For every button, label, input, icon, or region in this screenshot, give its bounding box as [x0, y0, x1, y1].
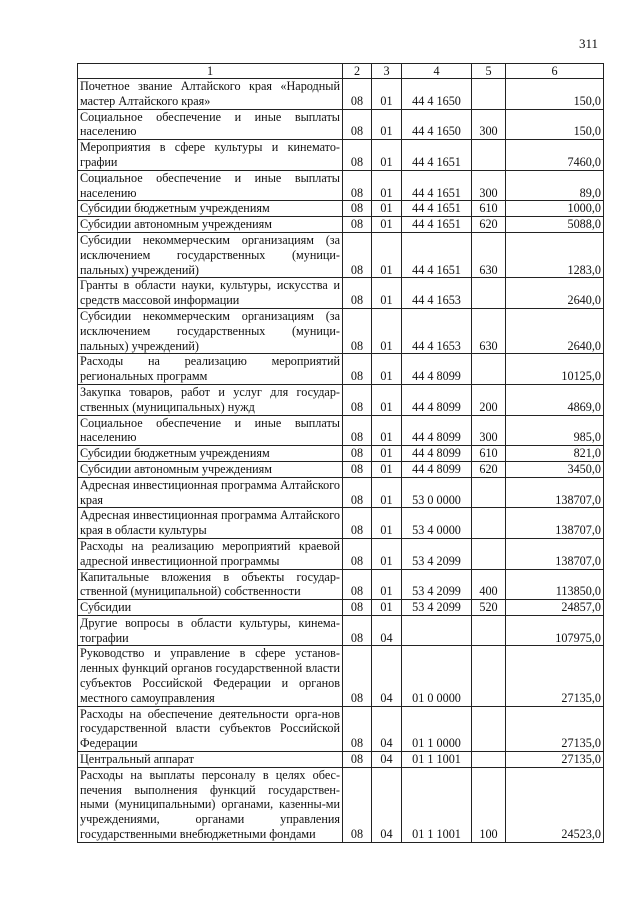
- section-code: 08: [343, 508, 372, 539]
- expense-type-code: 620: [472, 217, 506, 233]
- subsection-code: 01: [372, 461, 402, 477]
- target-article-code: 44 4 1651: [402, 201, 472, 217]
- header-col-6: 6: [506, 64, 604, 79]
- section-code: 08: [343, 646, 372, 706]
- subsection-code: 01: [372, 308, 402, 353]
- expense-type-code: 610: [472, 201, 506, 217]
- table-row: [78, 109, 604, 140]
- amount: 113850,0: [506, 569, 604, 600]
- target-article-code: 44 4 8099: [402, 461, 472, 477]
- expense-type-code: [472, 538, 506, 569]
- table-row: [78, 217, 604, 233]
- table-row: [78, 140, 604, 171]
- subsection-code: 01: [372, 538, 402, 569]
- section-code: 08: [343, 752, 372, 768]
- expense-type-code: [472, 706, 506, 751]
- expense-type-code: [472, 477, 506, 508]
- amount: 1283,0: [506, 232, 604, 277]
- expense-type-code: [472, 615, 506, 646]
- table-row: [78, 79, 604, 110]
- amount: 3450,0: [506, 461, 604, 477]
- item-name: Руководство и управление в сфере установ-ленных функций органов государственной власти субъектов Российской Федерации и органов местного самоуправления: [78, 646, 343, 706]
- item-name: Субсидии автономным учреждениям: [78, 217, 343, 233]
- section-code: 08: [343, 538, 372, 569]
- section-code: 08: [343, 201, 372, 217]
- target-article-code: 01 1 0000: [402, 706, 472, 751]
- section-code: 08: [343, 140, 372, 171]
- table-row: [78, 308, 604, 353]
- target-article-code: 53 4 2099: [402, 569, 472, 600]
- subsection-code: 01: [372, 201, 402, 217]
- expense-type-code: 620: [472, 461, 506, 477]
- target-article-code: 01 1 1001: [402, 752, 472, 768]
- amount: 150,0: [506, 109, 604, 140]
- target-article-code: 53 4 2099: [402, 600, 472, 616]
- expense-type-code: 100: [472, 767, 506, 842]
- expense-type-code: [472, 79, 506, 110]
- expense-type-code: 300: [472, 170, 506, 201]
- item-name: Социальное обеспечение и иные выплаты населению: [78, 415, 343, 446]
- amount: 821,0: [506, 446, 604, 462]
- table-row: [78, 446, 604, 462]
- section-code: 08: [343, 446, 372, 462]
- subsection-code: 04: [372, 767, 402, 842]
- target-article-code: 44 4 1651: [402, 232, 472, 277]
- item-name: Гранты в области науки, культуры, искусства и средств массовой информации: [78, 278, 343, 309]
- target-article-code: 53 4 0000: [402, 508, 472, 539]
- table-row: [78, 569, 604, 600]
- item-name: Субсидии бюджетным учреждениям: [78, 446, 343, 462]
- item-name: Расходы на выплаты персоналу в целях обес-печения выполнения функций государствен-ными (муниципальными) органами, казенны-ми учреждениями, органами управления государственными внебюджетными фондами: [78, 767, 343, 842]
- expense-type-code: [472, 646, 506, 706]
- table-row: [78, 767, 604, 842]
- table-row: [78, 646, 604, 706]
- subsection-code: 01: [372, 140, 402, 171]
- target-article-code: 44 4 1653: [402, 308, 472, 353]
- amount: 89,0: [506, 170, 604, 201]
- item-name: Субсидии некоммерческим организациям (за исключением государственных (муници-пальных) учреждений): [78, 308, 343, 353]
- amount: 24523,0: [506, 767, 604, 842]
- amount: 4869,0: [506, 384, 604, 415]
- table-row: [78, 415, 604, 446]
- section-code: 08: [343, 79, 372, 110]
- table-row: [78, 477, 604, 508]
- amount: 5088,0: [506, 217, 604, 233]
- table-row: [78, 278, 604, 309]
- amount: 150,0: [506, 79, 604, 110]
- target-article-code: 44 4 1651: [402, 140, 472, 171]
- amount: 985,0: [506, 415, 604, 446]
- expense-type-code: [472, 752, 506, 768]
- item-name: Субсидии бюджетным учреждениям: [78, 201, 343, 217]
- expense-type-code: 300: [472, 109, 506, 140]
- subsection-code: 04: [372, 615, 402, 646]
- table-row: [78, 615, 604, 646]
- table-row: [78, 706, 604, 751]
- amount: 24857,0: [506, 600, 604, 616]
- table-row: [78, 201, 604, 217]
- header-col-3: 3: [372, 64, 402, 79]
- amount: 10125,0: [506, 354, 604, 385]
- target-article-code: 44 4 8099: [402, 446, 472, 462]
- section-code: 08: [343, 278, 372, 309]
- table-row: [78, 354, 604, 385]
- target-article-code: 44 4 8099: [402, 384, 472, 415]
- target-article-code: 44 4 1650: [402, 109, 472, 140]
- item-name: Расходы на обеспечение деятельности орга-нов государственной власти субъектов Российской Федерации: [78, 706, 343, 751]
- amount: 138707,0: [506, 508, 604, 539]
- table-row: [78, 600, 604, 616]
- subsection-code: 01: [372, 278, 402, 309]
- item-name: Центральный аппарат: [78, 752, 343, 768]
- subsection-code: 01: [372, 232, 402, 277]
- amount: 107975,0: [506, 615, 604, 646]
- amount: 138707,0: [506, 538, 604, 569]
- expense-type-code: [472, 140, 506, 171]
- section-code: 08: [343, 170, 372, 201]
- header-col-5: 5: [472, 64, 506, 79]
- section-code: 08: [343, 232, 372, 277]
- expense-type-code: 200: [472, 384, 506, 415]
- section-code: 08: [343, 615, 372, 646]
- expense-type-code: 610: [472, 446, 506, 462]
- subsection-code: 01: [372, 79, 402, 110]
- table-row: [78, 384, 604, 415]
- subsection-code: 04: [372, 706, 402, 751]
- section-code: 08: [343, 461, 372, 477]
- target-article-code: 44 4 1653: [402, 278, 472, 309]
- item-name: Адресная инвестиционная программа Алтайского края в области культуры: [78, 508, 343, 539]
- target-article-code: 01 1 1001: [402, 767, 472, 842]
- amount: 2640,0: [506, 308, 604, 353]
- subsection-code: 01: [372, 446, 402, 462]
- target-article-code: 53 0 0000: [402, 477, 472, 508]
- amount: 138707,0: [506, 477, 604, 508]
- amount: 1000,0: [506, 201, 604, 217]
- item-name: Расходы на реализацию мероприятий краевой адресной инвестиционной программы: [78, 538, 343, 569]
- header-row: [78, 64, 604, 79]
- amount: 7460,0: [506, 140, 604, 171]
- subsection-code: 01: [372, 600, 402, 616]
- section-code: 08: [343, 569, 372, 600]
- item-name: Субсидии: [78, 600, 343, 616]
- table-row: [78, 170, 604, 201]
- subsection-code: 04: [372, 752, 402, 768]
- amount: 27135,0: [506, 646, 604, 706]
- subsection-code: 01: [372, 354, 402, 385]
- item-name: Мероприятия в сфере культуры и кинемато-графии: [78, 140, 343, 171]
- section-code: 08: [343, 109, 372, 140]
- expense-type-code: 630: [472, 232, 506, 277]
- page-number: 311: [578, 36, 598, 51]
- expense-type-code: 630: [472, 308, 506, 353]
- budget-table: [77, 63, 604, 843]
- subsection-code: 01: [372, 170, 402, 201]
- subsection-code: 01: [372, 508, 402, 539]
- section-code: 08: [343, 415, 372, 446]
- item-name: Закупка товаров, работ и услуг для государ-ственных (муниципальных) нужд: [78, 384, 343, 415]
- section-code: 08: [343, 477, 372, 508]
- subsection-code: 01: [372, 569, 402, 600]
- expense-type-code: [472, 354, 506, 385]
- subsection-code: 01: [372, 109, 402, 140]
- table-body: [78, 79, 604, 843]
- table-row: [78, 752, 604, 768]
- header-col-2: 2: [343, 64, 372, 79]
- section-code: 08: [343, 767, 372, 842]
- subsection-code: 01: [372, 415, 402, 446]
- target-article-code: 53 4 2099: [402, 538, 472, 569]
- table-row: [78, 538, 604, 569]
- target-article-code: 44 4 1650: [402, 79, 472, 110]
- subsection-code: 04: [372, 646, 402, 706]
- expense-type-code: [472, 278, 506, 309]
- subsection-code: 01: [372, 217, 402, 233]
- subsection-code: 01: [372, 384, 402, 415]
- expense-type-code: 520: [472, 600, 506, 616]
- section-code: 08: [343, 217, 372, 233]
- item-name: Социальное обеспечение и иные выплаты населению: [78, 170, 343, 201]
- header-col-1: 1: [78, 64, 343, 79]
- item-name: Почетное звание Алтайского края «Народный мастер Алтайского края»: [78, 79, 343, 110]
- table-row: [78, 508, 604, 539]
- expense-type-code: [472, 508, 506, 539]
- section-code: 08: [343, 706, 372, 751]
- item-name: Субсидии некоммерческим организациям (за исключением государственных (муници-пальных) учреждений): [78, 232, 343, 277]
- amount: 2640,0: [506, 278, 604, 309]
- target-article-code: [402, 615, 472, 646]
- amount: 27135,0: [506, 706, 604, 751]
- item-name: Субсидии автономным учреждениям: [78, 461, 343, 477]
- target-article-code: 01 0 0000: [402, 646, 472, 706]
- item-name: Адресная инвестиционная программа Алтайского края: [78, 477, 343, 508]
- subsection-code: 01: [372, 477, 402, 508]
- amount: 27135,0: [506, 752, 604, 768]
- target-article-code: 44 4 1651: [402, 217, 472, 233]
- expense-type-code: 400: [472, 569, 506, 600]
- section-code: 08: [343, 600, 372, 616]
- section-code: 08: [343, 308, 372, 353]
- section-code: 08: [343, 384, 372, 415]
- target-article-code: 44 4 8099: [402, 354, 472, 385]
- header-col-4: 4: [402, 64, 472, 79]
- target-article-code: 44 4 8099: [402, 415, 472, 446]
- section-code: 08: [343, 354, 372, 385]
- item-name: Капитальные вложения в объекты государ-ственной (муниципальной) собственности: [78, 569, 343, 600]
- item-name: Социальное обеспечение и иные выплаты населению: [78, 109, 343, 140]
- item-name: Расходы на реализацию мероприятий региональных программ: [78, 354, 343, 385]
- target-article-code: 44 4 1651: [402, 170, 472, 201]
- expense-type-code: 300: [472, 415, 506, 446]
- table-row: [78, 232, 604, 277]
- item-name: Другие вопросы в области культуры, кинема-тографии: [78, 615, 343, 646]
- table-row: [78, 461, 604, 477]
